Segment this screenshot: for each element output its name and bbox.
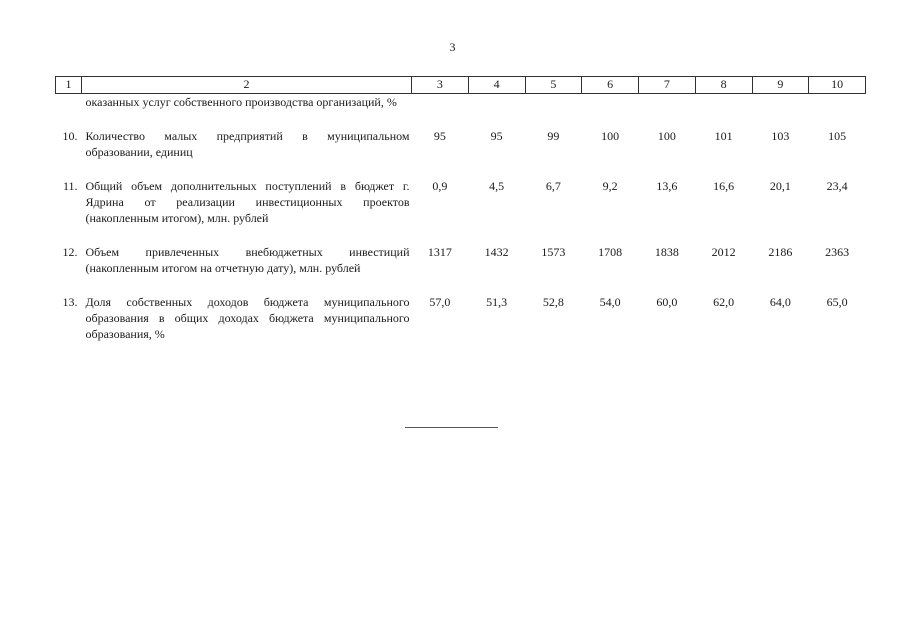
row-value: 52,8 — [542, 295, 564, 309]
page-number: 3 — [449, 40, 456, 54]
row-values-empty — [412, 94, 866, 129]
row-value: 103 — [771, 129, 790, 143]
row-value: 2186 — [768, 245, 793, 259]
table-row — [56, 294, 866, 342]
row-value: 65,0 — [826, 295, 848, 309]
column-header: 5 — [525, 77, 582, 94]
row-value: 101 — [714, 129, 733, 143]
row-number: 13. — [62, 295, 78, 309]
column-header: 2 — [82, 77, 412, 94]
row-value: 100 — [657, 129, 676, 143]
table-row — [56, 128, 866, 178]
row-number: 10. — [62, 129, 78, 143]
row-description: Доля собственных доходов бюджета муниципального образования в общих доходах бюджета муниципального образования, % — [85, 295, 410, 341]
column-header: 10 — [809, 77, 866, 94]
column-header: 4 — [468, 77, 525, 94]
table-header — [56, 77, 866, 94]
row-value: 51,3 — [486, 295, 508, 309]
row-value: 0,9 — [432, 179, 448, 193]
row-number: 12. — [62, 245, 78, 259]
row-value: 1573 — [541, 245, 566, 259]
row-value: 23,4 — [826, 179, 848, 193]
end-divider — [405, 427, 498, 428]
column-header: 6 — [582, 77, 639, 94]
row-value: 100 — [601, 129, 620, 143]
row-value: 16,6 — [713, 179, 735, 193]
row-value: 1838 — [654, 245, 679, 259]
row-value: 4,5 — [489, 179, 505, 193]
row-description: Количество малых предприятий в муниципальном образовании, единиц — [85, 129, 410, 159]
row-value: 1317 — [427, 245, 452, 259]
table-row — [56, 178, 866, 244]
row-description: Объем привлеченных внебюджетных инвестиций (накопленным итогом на отчетную дату), млн. рублей — [85, 245, 410, 275]
row-value: 2363 — [825, 245, 850, 259]
row-value: 6,7 — [545, 179, 561, 193]
row-value: 62,0 — [713, 295, 735, 309]
row-description: оказанных услуг собственного производства организаций, % — [85, 95, 397, 109]
row-value: 54,0 — [599, 295, 621, 309]
column-header: 3 — [412, 77, 469, 94]
row-number-empty — [56, 94, 82, 129]
row-description: Общий объем дополнительных поступлений в бюджет г. Ядрина от реализации инвестиционных проектов (накопленным итогом), млн. рублей — [85, 179, 410, 225]
row-value: 2012 — [711, 245, 736, 259]
table-row — [56, 244, 866, 294]
row-value: 95 — [433, 129, 446, 143]
row-value: 13,6 — [656, 179, 678, 193]
row-value: 1432 — [484, 245, 509, 259]
column-header: 1 — [56, 77, 82, 94]
row-value: 95 — [490, 129, 503, 143]
row-value: 99 — [547, 129, 560, 143]
column-header: 8 — [695, 77, 752, 94]
row-value: 105 — [828, 129, 847, 143]
row-value: 57,0 — [429, 295, 451, 309]
row-number: 11. — [62, 179, 78, 193]
row-value: 64,0 — [769, 295, 791, 309]
column-header: 9 — [752, 77, 809, 94]
row-value: 20,1 — [769, 179, 791, 193]
row-value: 9,2 — [602, 179, 618, 193]
row-value: 60,0 — [656, 295, 678, 309]
header-row — [56, 77, 866, 94]
column-header: 7 — [639, 77, 696, 94]
indicators-table — [55, 76, 866, 342]
row-value: 1708 — [598, 245, 623, 259]
table-row-continuation — [56, 94, 866, 129]
